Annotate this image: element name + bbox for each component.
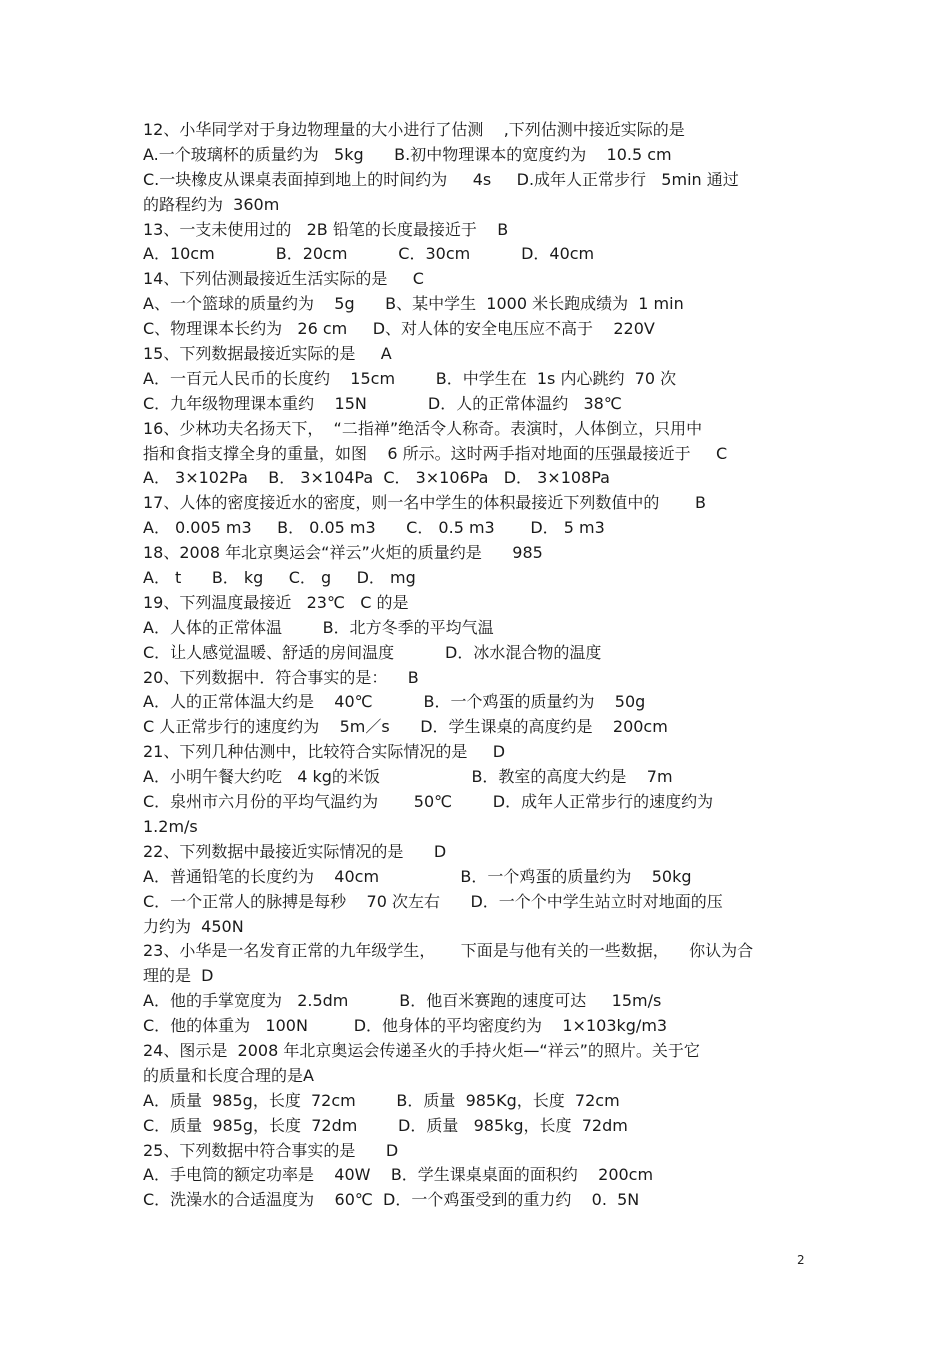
text-line: A．一百元人民币的长度约 15cm B．中学生在 1s 内心跳约 70 次 (143, 368, 677, 388)
text-line: A．手电筒的额定功率是 40W B．学生课桌桌面的面积约 200cm (143, 1165, 654, 1185)
text-line: 19、下列温度最接近 23℃ C 的是 (143, 592, 409, 612)
text-line: C．泉州市六月份的平均气温约为 50℃ D．成年人正常步行的速度约为 (143, 792, 714, 812)
text-line: A．他的手掌宽度为 2.5dm B．他百米赛跑的速度可达 15m/s (143, 991, 662, 1011)
text-line: A、一个篮球的质量约为 5g B、某中学生 1000 米长跑成绩为 1 min (143, 294, 684, 314)
text-line: 的路程约为 360m (143, 194, 280, 214)
text-line: C．他的体重为 100N D．他身体的平均密度约为 1×103kg/m3 (143, 1016, 668, 1036)
text-line: C．九年级物理课本重约 15N D．人的正常体温约 38℃ (143, 393, 622, 413)
text-line: 力约为 450N (143, 916, 244, 936)
text-line: 的质量和长度合理的是A (143, 1065, 314, 1085)
text-line: 16、少林功夫名扬天下， “二指禅”绝活令人称奇。表演时，人体倒立，只用中 (143, 418, 703, 438)
text-line: A． 3×102Pa B． 3×104Pa C． 3×106Pa D． 3×108Pa (143, 468, 610, 488)
text-line: 21、下列几种估测中，比较符合实际情况的是 D (143, 742, 506, 762)
text-line: C、物理课本长约为 26 cm D、对人体的安全电压应不高于 220V (143, 319, 655, 339)
text-line: A． 0.005 m3 B． 0.05 m3 C． 0.5 m3 D． 5 m3 (143, 518, 605, 538)
text-line: 指和食指支撑全身的重量，如图 6 所示。这时两手指对地面的压强最接近于 C (143, 443, 728, 463)
text-line: C．一个正常人的脉搏是每秒 70 次左右 D．一个个中学生站立时对地面的压 (143, 891, 723, 911)
text-line: 23、小华是一名发育正常的九年级学生， 下面是与他有关的一些数据， 你认为合 (143, 941, 754, 961)
text-line: A．人体的正常体温 B．北方冬季的平均气温 (143, 617, 494, 637)
text-line: 25、下列数据中符合事实的是 D (143, 1140, 399, 1160)
text-line: 14、下列估测最接近生活实际的是 C (143, 269, 424, 289)
text-line: 24、图示是 2008 年北京奥运会传递圣火的手持火炬—“祥云”的照片。关于它 (143, 1040, 700, 1060)
text-line: A．普通铅笔的长度约为 40cm B．一个鸡蛋的质量约为 50kg (143, 866, 692, 886)
text-line: A.一个玻璃杯的质量约为 5kg B.初中物理课本的宽度约为 10.5 cm (143, 144, 672, 164)
text-line: 22、下列数据中最接近实际情况的是 D (143, 841, 447, 861)
text-line: C 人正常步行的速度约为 5m／s D．学生课桌的高度约是 200cm (143, 717, 668, 737)
question-list (143, 118, 813, 1213)
text-line: 13、一支未使用过的 2B 铅笔的长度最接近于 B (143, 219, 509, 239)
text-line: 理的是 D (143, 966, 214, 986)
text-line: 17、人体的密度接近水的密度，则一名中学生的体积最接近下列数值中的 B (143, 493, 706, 513)
text-line: C．洗澡水的合适温度为 60℃ D．一个鸡蛋受到的重力约 0. 5N (143, 1190, 640, 1210)
text-line: 20、下列数据中．符合事实的是： B (143, 667, 419, 687)
text-line: C．让人感觉温暖、舒适的房间温度 D．冰水混合物的温度 (143, 642, 602, 662)
page-number: 2 (797, 1253, 805, 1267)
text-line: A．10cm B．20cm C．30cm D．40cm (143, 244, 595, 264)
text-line: C.一块橡皮从课桌表面掉到地上的时间约为 4s D.成年人正常步行 5min 通过 (143, 169, 739, 189)
text-line: 18、2008 年北京奥运会“祥云”火炬的质量约是 985 (143, 543, 543, 563)
text-line: 1.2m/s (143, 816, 198, 836)
text-line: C．质量 985g，长度 72dm D．质量 985kg，长度 72dm (143, 1115, 628, 1135)
text-line: 15、下列数据最接近实际的是 A (143, 344, 392, 364)
text-line: A．小明午餐大约吃 4 kg的米饭 B．教室的高度大约是 7m (143, 767, 673, 787)
text-line: A． t B． kg C． g D． mg (143, 568, 416, 588)
text-line: A．人的正常体温大约是 40℃ B．一个鸡蛋的质量约为 50g (143, 692, 646, 712)
text-line: 12、小华同学对于身边物理量的大小进行了估测 ,下列估测中接近实际的是 (143, 120, 685, 139)
text-line: A．质量 985g，长度 72cm B．质量 985Kg，长度 72cm (143, 1090, 620, 1110)
